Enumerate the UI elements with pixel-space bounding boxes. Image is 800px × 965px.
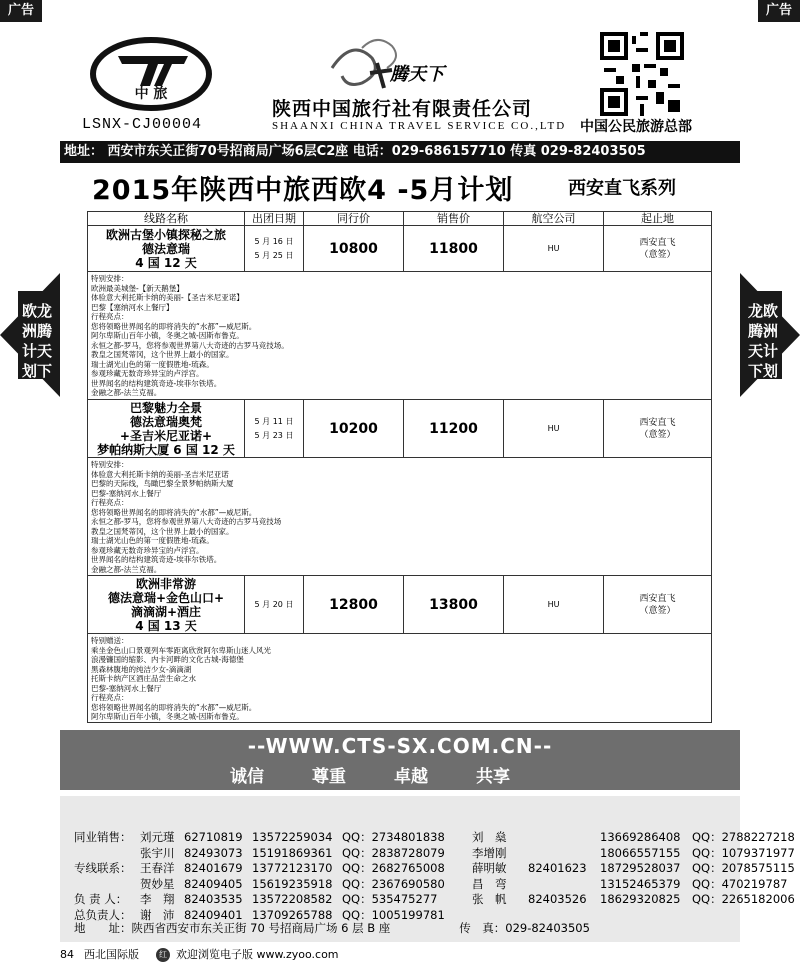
origin-line: 西安直飞	[639, 417, 676, 428]
page-number: 84	[60, 948, 74, 961]
contact-mobile: 15619235918	[252, 876, 333, 891]
edition-label: 西北国际版	[84, 948, 139, 961]
route-details	[88, 272, 711, 400]
contact-qq: QQ：1079371977	[692, 845, 795, 860]
airline: HU	[504, 576, 604, 633]
origin-line: 西安直飞	[639, 237, 676, 248]
detail-line: 浪漫镰国的缩影、内卡河畔的文化古城-海德堡	[91, 655, 244, 664]
detail-line: 您将领略世界闻名的即将消失的“水都”—威尼斯。	[91, 321, 257, 331]
side-tag-right	[740, 273, 800, 397]
origin	[604, 576, 711, 633]
origin	[604, 226, 711, 271]
contact-qq: QQ：2734801838	[342, 830, 445, 844]
qr-caption: 中国公民旅游总部	[580, 119, 692, 135]
contact-tel: 62710819	[184, 830, 243, 844]
contact-name: 张 帆	[472, 892, 507, 906]
detail-line: 行程亮点：	[91, 693, 129, 702]
detail-line: 瑞士湖光山色的第一度假胜地-琉森。	[91, 359, 214, 369]
contact-row	[74, 846, 795, 862]
slogan: 共享	[476, 767, 510, 787]
contact-name: 谢 沛	[140, 907, 175, 922]
detail-line: 欧洲最美城堡-【新天鹅堡】	[91, 283, 184, 293]
detail-line: 参观珍藏无数奇珍异宝的卢浮宫。	[91, 545, 204, 555]
detail-line: 金融之都-法兰克福。	[91, 564, 162, 574]
contact-name: 薛明敏	[472, 861, 507, 875]
detail-line: 特别赠送：	[91, 636, 129, 645]
peer-price: 10800	[304, 226, 404, 271]
departure-date: 5 月 25 日	[254, 250, 294, 260]
qr-code	[600, 32, 684, 116]
detail-line: 特别安排：	[91, 274, 129, 283]
contact-name: 贺妙星	[140, 876, 175, 891]
contact-mobile: 13152465379	[600, 876, 681, 891]
contact-tel: 82403535	[184, 892, 243, 906]
title-row	[60, 168, 740, 208]
contact-name: 刘元瑾	[140, 830, 175, 844]
contacts-panel	[60, 796, 795, 942]
detail-line: 永恒之都-罗马，您将参观世界第八大奇迹的古罗马竞技场	[91, 517, 282, 526]
origin-line: （意签）	[639, 605, 676, 616]
detail-line: 巴黎-塞纳河水上餐厅	[91, 488, 162, 498]
contact-role: 专线联系：	[74, 861, 132, 875]
contact-qq: QQ：2367690580	[342, 876, 445, 891]
route-name-line: 4 国 12 天	[135, 255, 197, 270]
departure-date: 5 月 11 日	[254, 416, 294, 426]
contact-row	[74, 861, 795, 877]
contact-role: 负 责 人：	[74, 892, 128, 906]
route-name-line: 巴黎魅力全景	[129, 400, 202, 415]
contact-qq: QQ：2682765008	[342, 861, 445, 875]
contact-tel: 82403526	[528, 892, 587, 906]
brand-slogan: 腾天下	[390, 64, 444, 85]
red-badge-icon: 红	[156, 948, 170, 962]
contact-mobile: 13669286408	[600, 830, 681, 844]
contact-tel: 82401623	[528, 861, 587, 875]
contacts-list	[74, 830, 795, 923]
license-number: LSNX-CJ00004	[82, 116, 203, 133]
departure-date: 5 月 23 日	[254, 430, 294, 440]
detail-line: 巴黎【塞纳河水上餐厅】	[91, 302, 174, 312]
contact-row	[74, 830, 795, 846]
detail-line: 教皇之国梵蒂冈，这个世界上最小的国家。	[91, 350, 234, 359]
page-subtitle: 西安直飞系列	[568, 178, 676, 199]
table-row	[88, 576, 711, 634]
contact-role: 总负责人：	[74, 907, 132, 922]
company-name-cn: 陕西中国旅行社有限责任公司	[272, 98, 533, 120]
contact-mobile: 13772123170	[252, 861, 333, 875]
detail-line: 行程亮点：	[91, 312, 129, 321]
detail-line: 阿尔卑斯山百年小镇，冬奥之城-因斯布鲁克。	[91, 331, 244, 340]
detail-line: 金融之都-法兰克福。	[91, 388, 162, 397]
header-origin: 起止地	[641, 212, 674, 225]
ad-label-left: 广告	[0, 0, 42, 22]
contact-mobile: 18066557155	[600, 845, 681, 860]
detail-line: 体验意大利托斯卡纳的美丽-圣吉米尼亚诺	[91, 469, 229, 479]
sale-price: 13800	[404, 576, 504, 633]
table-row	[88, 226, 711, 272]
peer-price: 10200	[304, 400, 404, 457]
contact-name: 张宇川	[140, 845, 175, 860]
side-tag-left	[0, 273, 60, 397]
side-tag-left-text: 欧龙洲腾计天划下	[21, 302, 52, 380]
route-name-line: 滴滴湖+酒庄	[130, 604, 202, 619]
itinerary-table	[87, 211, 712, 723]
table-row	[88, 400, 711, 458]
detail-line: 乘坐金色山口景观列车零距离欣赏阿尔卑斯山迷人风光	[91, 645, 271, 655]
departure-dates	[245, 576, 304, 633]
table-header	[88, 212, 711, 226]
detail-line: 教皇之国梵蒂冈，这个世界上最小的国家。	[91, 526, 234, 536]
contact-qq: QQ：2078575115	[692, 861, 795, 875]
route-name-line: 德法意瑞奥梵	[129, 414, 202, 429]
detail-line: 特别安排：	[91, 460, 129, 469]
cts-logo	[88, 34, 214, 114]
ad-label-right: 广告	[758, 0, 800, 22]
origin-line: 西安直飞	[639, 593, 676, 604]
sale-price: 11200	[404, 400, 504, 457]
header-sale-price: 销售价	[404, 212, 504, 225]
contact-mobile: 15191869361	[252, 845, 333, 860]
page-footer	[60, 945, 740, 965]
contact-qq: QQ：2265182006	[692, 892, 795, 906]
route-name-line: +圣吉米尼亚诺+	[119, 428, 213, 443]
contact-row	[74, 892, 795, 908]
side-tag-right-text: 龙欧腾洲天计下划	[747, 302, 778, 380]
detail-line: 瑞士湖光山色的第一度假胜地-琉森。	[91, 536, 214, 545]
contact-qq: QQ：1005199781	[342, 907, 445, 922]
detail-line: 阿尔卑斯山百年小镇，冬奥之城-因斯布鲁克。	[91, 712, 244, 721]
logo-text: 中 旅	[134, 86, 168, 102]
route-name-line: 欧洲古堡小镇探秘之旅	[105, 227, 226, 242]
contact-mobile: 18629320825	[600, 892, 681, 906]
route-name-line: 欧洲非常游	[135, 576, 196, 591]
website-url[interactable]: --WWW.CTS-SX.COM.CN--	[247, 734, 553, 758]
contact-mobile: 13572259034	[252, 830, 333, 844]
contact-role	[74, 846, 140, 862]
detail-line: 您将领略世界闻名的即将消失的“水都”—威尼斯。	[91, 702, 257, 712]
contact-role	[74, 877, 140, 893]
detail-line: 巴黎-塞纳河水上餐厅	[91, 683, 162, 693]
page-title: 2015年陕西中旅西欧4 -5月计划	[92, 175, 514, 206]
route-details	[88, 634, 711, 722]
header-airline: 航空公司	[504, 212, 604, 225]
detail-line: 行程亮点：	[91, 498, 129, 507]
contact-tel: 82409401	[184, 907, 243, 922]
contact-qq: QQ：2788227218	[692, 830, 795, 844]
company-name-en: SHAANXI CHINA TRAVEL SERVICE CO.,LTD	[272, 120, 567, 132]
slogan: 诚信	[230, 767, 264, 787]
header-peer-price: 同行价	[304, 212, 404, 225]
contact-address: 地 址：陕西省西安市东关正街 70 号招商局广场 6 层 B 座 传 真：029-82403505	[74, 921, 590, 935]
slogan: 卓越	[394, 767, 428, 787]
detail-line: 黑森林腹地的纯洁少女-滴滴湖	[91, 664, 192, 674]
address-bar: 地址： 西安市东关正街70号招商局广场6层C2座 电话：029-686157710 传真 029-82403505	[60, 141, 740, 163]
route-name	[88, 400, 245, 457]
detail-line: 您将领略世界闻名的即将消失的“水都”—威尼斯。	[91, 507, 257, 517]
contact-row	[74, 877, 795, 893]
detail-line: 世界闻名的结构建筑奇迹-埃菲尔铁塔。	[91, 555, 222, 564]
departure-date: 5 月 20 日	[254, 599, 294, 609]
departure-dates	[245, 400, 304, 457]
slogans	[230, 762, 510, 787]
slogan: 尊重	[312, 767, 346, 787]
airline: HU	[504, 400, 604, 457]
contact-tel	[528, 877, 600, 893]
origin	[604, 400, 711, 457]
contact-tel	[528, 830, 600, 846]
contact-name: 刘 燊	[472, 830, 507, 844]
contact-name: 昌 弯	[472, 876, 507, 891]
origin-line: （意签）	[639, 429, 676, 440]
route-name-line: 德法意瑞+金色山口+	[107, 590, 225, 605]
airline: HU	[504, 226, 604, 271]
route-name-line: 4 国 13 天	[135, 618, 197, 633]
departure-dates	[245, 226, 304, 271]
contact-name: 李 翔	[140, 892, 175, 906]
contact-mobile: 13572208582	[252, 892, 333, 906]
detail-line: 参观珍藏无数奇珍异宝的卢浮宫。	[91, 369, 204, 378]
contact-tel	[528, 846, 600, 862]
route-details	[88, 458, 711, 576]
route-name	[88, 226, 245, 271]
contact-name: 李增刚	[472, 845, 507, 860]
route-name	[88, 576, 245, 633]
contact-role: 同业销售：	[74, 830, 132, 844]
website-banner	[60, 730, 740, 790]
route-name-line: 梦帕纳斯大厦 6 国 12 天	[97, 442, 235, 457]
peer-price: 12800	[304, 576, 404, 633]
detail-line: 托斯卡纳产区酒庄品尝生命之水	[91, 674, 196, 683]
contact-mobile: 18729528037	[600, 861, 681, 875]
contact-qq: QQ：2838728079	[342, 845, 445, 860]
contact-tel: 82409405	[184, 876, 243, 891]
contact-qq: QQ：535475277	[342, 892, 438, 906]
departure-date: 5 月 16 日	[254, 236, 294, 246]
contact-name: 王春洋	[140, 861, 175, 875]
contact-qq: QQ：470219787	[692, 876, 788, 891]
header-route-name: 线路名称	[88, 212, 245, 225]
origin-line: （意签）	[639, 249, 676, 260]
route-name-line: 德法意瑞	[141, 241, 190, 256]
detail-line: 巴黎的天际线，鸟瞰巴黎全景梦帕纳斯大厦	[91, 479, 234, 488]
sale-price: 11800	[404, 226, 504, 271]
detail-line: 永恒之都-罗马，您将参观世界第八大奇迹的古罗马竞技场。	[91, 340, 289, 350]
detail-line: 世界闻名的结构建筑奇迹-埃菲尔铁塔。	[91, 378, 222, 388]
header	[60, 20, 740, 138]
e-edition-link[interactable]: 欢迎浏览电子版 www.zyoo.com	[176, 948, 339, 961]
contact-mobile: 13709265788	[252, 907, 333, 922]
detail-line: 体验意大利托斯卡纳的美丽-【圣吉米尼亚诺】	[91, 293, 244, 302]
contact-tel: 82493073	[184, 845, 243, 860]
header-departure-date: 出团日期	[245, 212, 304, 225]
contact-tel: 82401679	[184, 861, 243, 875]
